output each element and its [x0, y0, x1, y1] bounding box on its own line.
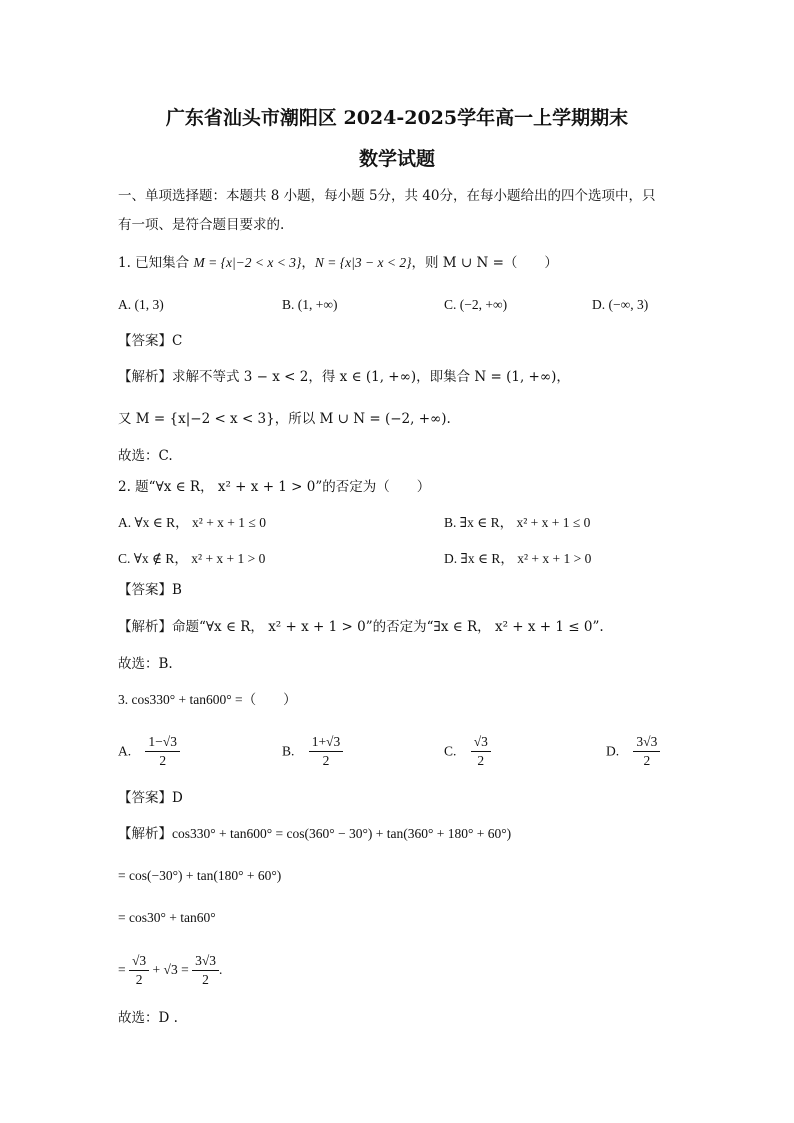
q1-choose: 故选：C.: [118, 448, 173, 464]
q3-step-2: = cos(−30°) + tan(180° + 60°): [118, 868, 282, 883]
q3-answer: 【答案】D: [118, 790, 183, 806]
q1-option-d: D. (−∞, 3): [592, 297, 649, 312]
q1-ask: ，则 M ∪ N =（ ）: [411, 255, 558, 271]
section-heading-line1: 一、单项选择题：本题共 8 小题，每小题 5分，共 40分，在每小题给出的四个选项中，只: [118, 188, 656, 204]
q1-option-a: A. (1, 3): [118, 297, 164, 312]
q3-option-a: A. $\frac{1-√3}{2}$: [118, 733, 180, 770]
q3-step-3: = cos30° + tan60°: [118, 910, 216, 925]
q3-step-4: = $\frac{√3}{2}$ + √3 = $\frac{3√3}{2}$ .: [118, 953, 223, 988]
q3-step-1: 【解析】cos330° + tan600° = cos(360° − 30°) + tan(360° + 180° + 60°): [118, 826, 512, 841]
q2-answer: 【答案】B: [118, 582, 182, 598]
q3-option-d: D. $\frac{3√3}{2}$: [606, 733, 660, 770]
q2-stem: 2. 题“∀x ∈ R， x² + x + 1 > 0”的否定为（ ）: [118, 479, 431, 495]
q1-sep: ，: [301, 255, 315, 271]
q2-option-b: B. ∃x ∈ R， x² + x + 1 ≤ 0: [444, 515, 591, 530]
q2-choose: 故选：B.: [118, 656, 173, 672]
q1-n-set: N = {x|3 − x < 2}: [314, 255, 412, 270]
q1-m-set: M = {x|−2 < x < 3}: [193, 255, 302, 270]
q2-option-d: D. ∃x ∈ R， x² + x + 1 > 0: [444, 551, 592, 566]
q2-option-a: A. ∀x ∈ R， x² + x + 1 ≤ 0: [118, 515, 266, 530]
q3-choose: 故选：D .: [118, 1010, 178, 1026]
q2-option-c: C. ∀x ∉ R， x² + x + 1 > 0: [118, 551, 266, 566]
page-title: 广东省汕头市潮阳区 2024-2025学年高一上学期期末: [165, 107, 629, 129]
q1-prefix: 1. 已知集合: [118, 255, 190, 271]
q1-analysis-1: 【解析】求解不等式 3 − x < 2，得 x ∈ (1, +∞)，即集合 N = (1, +∞)，: [118, 369, 570, 385]
q1-option-b: B. (1, +∞): [282, 297, 338, 312]
q3-option-c: C. $\frac{√3}{2}$: [444, 733, 491, 770]
page-subtitle: 数学试题: [358, 148, 435, 170]
q1-analysis-2: 又 M = {x|−2 < x < 3}，所以 M ∪ N = (−2, +∞).: [118, 411, 451, 427]
q1-stem: [118, 253, 558, 273]
q1-answer: 【答案】C: [118, 333, 183, 349]
q2-analysis: 【解析】命题“∀x ∈ R， x² + x + 1 > 0”的否定为“∃x ∈ R， x² + x + 1 ≤ 0”.: [118, 619, 604, 635]
q3-option-b: B. $\frac{1+√3}{2}$: [282, 733, 343, 770]
section-heading-line2: 有一项、是符合题目要求的.: [118, 217, 285, 233]
q3-stem: 3. cos330° + tan600° =（ ）: [118, 692, 297, 707]
q1-option-c: C. (−2, +∞): [444, 297, 508, 312]
